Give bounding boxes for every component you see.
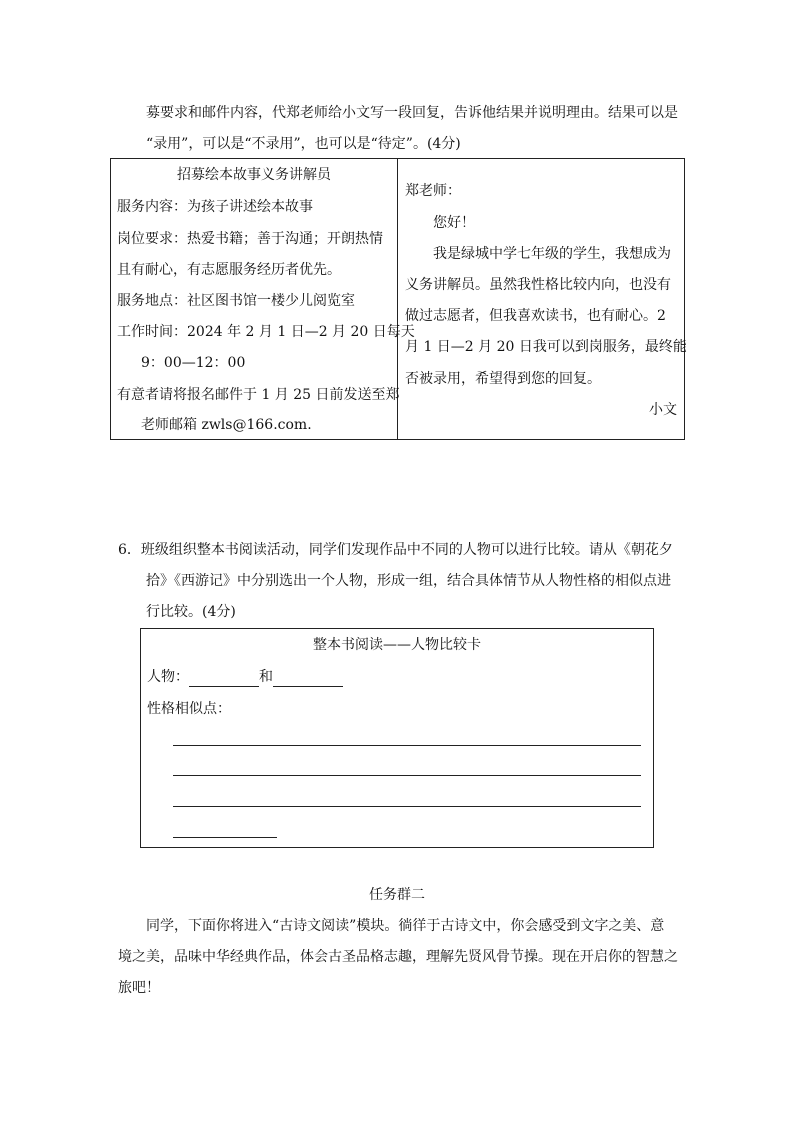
person-2-blank[interactable] [273, 670, 343, 687]
notice-line: 工作时间：2024 年 2 月 1 日—2 月 20 日每天 [117, 324, 415, 340]
answer-line[interactable] [173, 806, 641, 807]
email-line: 我是绿城中学七年级的学生，我想成为 [433, 246, 671, 262]
notice-line: 岗位要求：热爱书籍；善于沟通；开朗热情 [117, 231, 383, 247]
people-row [147, 667, 343, 687]
q6-line-3: 行比较。(4分) [146, 604, 236, 620]
q6-line-1: 6．班级组织整本书阅读活动，同学们发现作品中不同的人物可以进行比较。请从《朝花夕 [118, 542, 673, 558]
answer-line[interactable] [173, 837, 277, 838]
answer-line[interactable] [173, 745, 641, 746]
notice-line: 服务地点：社区图书馆一楼少儿阅览室 [117, 293, 355, 309]
traits-label: 性格相似点： [147, 701, 231, 717]
email-line: 义务讲解员。虽然我性格比较内向，也没有 [405, 277, 671, 293]
email-line: 否被录用，希望得到您的回复。 [405, 371, 601, 387]
card-title: 整本书阅读——人物比较卡 [313, 637, 481, 653]
character-comparison-card [140, 628, 654, 848]
email-line: 做过志愿者，但我喜欢读书，也有耐心。2 [405, 308, 666, 324]
and-label: 和 [259, 669, 273, 685]
section-heading: 任务群二 [369, 887, 425, 903]
notice-title: 招募绘本故事义务讲解员 [177, 167, 331, 183]
email-salutation: 郑老师： [405, 183, 461, 199]
q5-intro-line-2: “录用”，可以是“不录用”，也可以是“待定”。(4分) [146, 136, 461, 152]
person-1-blank[interactable] [189, 670, 259, 687]
notice-line: 老师邮箱 zwls@166.com. [141, 417, 312, 433]
notice-line: 有意者请将报名邮件于 1 月 25 日前发送至郑 [117, 387, 400, 403]
recruit-email-table [110, 158, 685, 440]
notice-line: 服务内容：为孩子讲述绘本故事 [117, 199, 313, 215]
section2-line-2: 境之美，品味中华经典作品，体会古圣品格志趣，理解先贤风骨节操。现在开启你的智慧之 [118, 949, 678, 965]
email-line: 月 1 日—2 月 20 日我可以到岗服务，最终能 [405, 339, 687, 355]
notice-line: 且有耐心，有志愿服务经历者优先。 [117, 262, 341, 278]
q5-intro-line-1: 募要求和邮件内容，代郑老师给小文写一段回复，告诉他结果并说明理由。结果可以是 [146, 105, 678, 121]
section2-line-1: 同学，下面你将进入“古诗文阅读”模块。徜徉于古诗文中，你会感受到文字之美、意 [146, 918, 665, 934]
email-signature: 小文 [649, 402, 677, 418]
people-label: 人物： [147, 669, 189, 685]
notice-line: 9：00—12：00 [141, 355, 246, 371]
section2-line-3: 旅吧！ [118, 980, 160, 996]
answer-line[interactable] [173, 775, 641, 776]
q6-line-2: 拾》《西游记》中分别选出一个人物，形成一组，结合具体情节从人物性格的相似点进 [146, 573, 671, 589]
email-greeting: 您好！ [433, 215, 475, 231]
